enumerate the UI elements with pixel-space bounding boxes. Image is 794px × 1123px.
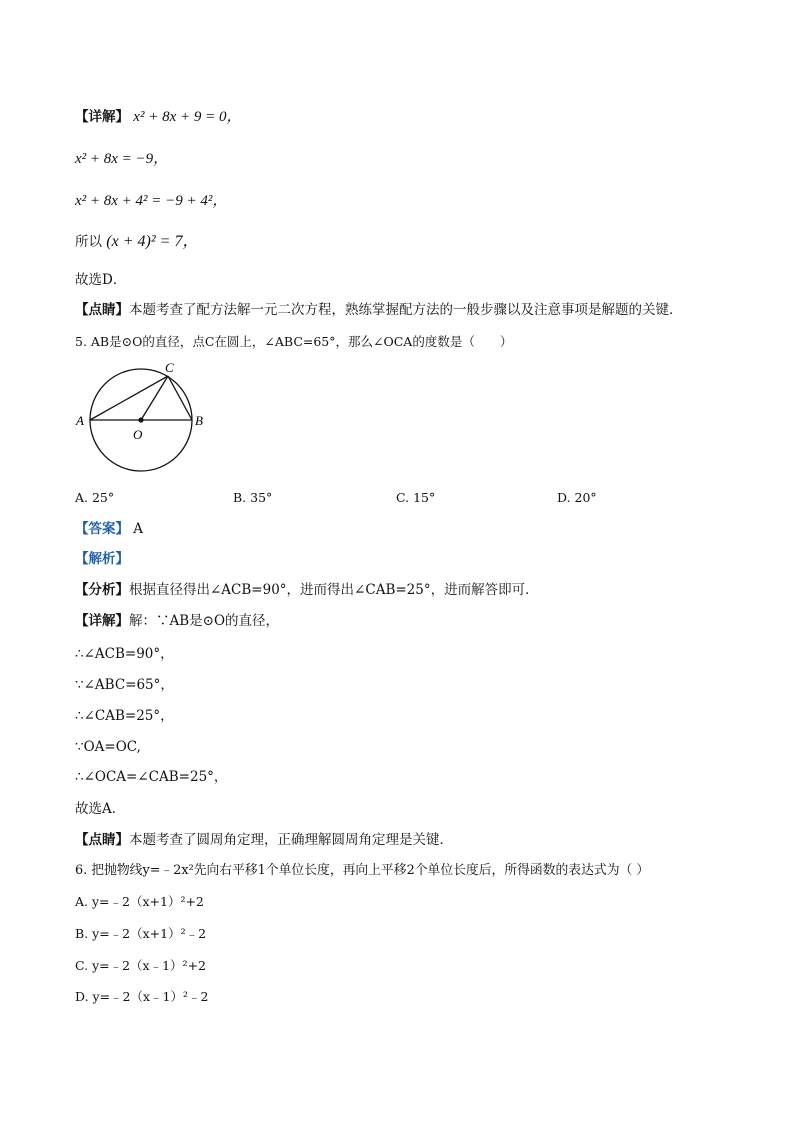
q5-answer-line <box>75 520 143 538</box>
detail-line-4 <box>75 233 198 251</box>
q5-detail-line-2: ∴∠ACB=90°， <box>75 646 174 662</box>
q5-detail-line-1 <box>75 612 279 630</box>
comment-text: 本题考查了配方法解一元二次方程，熟练掌握配方法的一般步骤以及注意事项是解题的关键． <box>129 302 683 318</box>
label-B: B <box>195 413 203 428</box>
detail-line-3 <box>75 192 227 210</box>
q5-detail-line-6: ∴∠OCA=∠CAB=25°， <box>75 769 228 785</box>
q5-detail-line-5: ∵OA=OC, <box>75 739 141 755</box>
chord-AC <box>90 376 168 420</box>
circle-diagram <box>70 360 220 480</box>
q5-option-b: B. 35° <box>233 490 273 505</box>
q6-option-d: D. y=﹣2（x﹣1）²﹣2 <box>75 989 209 1004</box>
q5-detail-text-0: 解：∵AB是⊙O的直径， <box>129 613 280 629</box>
detail-line-2 <box>75 150 168 168</box>
detail-tag: 【详解】 <box>75 109 129 125</box>
center-point-O <box>138 417 143 422</box>
detail-comment-line <box>75 301 683 319</box>
answer-tag: 【答案】 <box>75 521 129 537</box>
equation-step-3: x² + 8x + 4² = −9 + 4²， <box>75 193 228 209</box>
equation-step-2: x² + 8x = −9， <box>75 151 169 167</box>
q5-fenxi-line <box>75 581 539 599</box>
chord-BC <box>168 376 192 420</box>
fenxi-text: 根据直径得出∠ACB=90°，进而得出∠CAB=25°，进而解答即可． <box>129 582 539 598</box>
radius-OC <box>141 376 168 420</box>
q5-option-d: D. 20° <box>557 490 597 505</box>
comment-tag: 【点睛】 <box>75 302 129 318</box>
q6-option-a: A. y=﹣2（x+1）²+2 <box>75 894 204 909</box>
detail-choice: 故选D． <box>75 272 127 288</box>
q5-detail-line-4: ∴∠CAB=25°， <box>75 708 174 724</box>
step4-prefix: 所以 <box>75 234 102 250</box>
q5-option-a: A. 25° <box>75 490 115 505</box>
equation-step-4: (x + 4)² = 7， <box>106 233 199 250</box>
label-O: O <box>133 427 143 442</box>
q5-detail-line-7: 故选A． <box>75 801 126 817</box>
q5-option-c: C. 15° <box>396 490 436 505</box>
q5-stem: 5. AB是⊙O的直径，点C在圆上，∠ABC=65°，那么∠OCA的度数是（ ） <box>75 334 513 349</box>
q5-comment-line <box>75 831 453 849</box>
q5-comment-tag: 【点睛】 <box>75 832 129 848</box>
label-C: C <box>165 360 174 375</box>
fenxi-tag: 【分析】 <box>75 582 129 598</box>
circle-figure <box>70 360 220 484</box>
q6-stem: 6. 把抛物线y=﹣2x²先向右平移1个单位长度，再向上平移2个单位长度后，所得函数的表达式为（ ） <box>75 863 650 878</box>
q6-option-b: B. y=﹣2（x+1）²﹣2 <box>75 926 207 941</box>
analysis-tag: 【解析】 <box>75 551 129 567</box>
q5-detail-line-3: ∵∠ABC=65°， <box>75 677 174 693</box>
equation-step-1: x² + 8x + 9 = 0， <box>133 109 242 125</box>
answer-value: A <box>133 521 144 537</box>
q5-detail-tag: 【详解】 <box>75 613 129 629</box>
q5-comment-text: 本题考查了圆周角定理，正确理解圆周角定理是关键． <box>129 832 453 848</box>
q5-analysis-line <box>75 550 129 568</box>
label-A: A <box>76 413 84 428</box>
q6-option-c: C. y=﹣2（x﹣1）²+2 <box>75 958 206 973</box>
detail-line-1 <box>75 108 241 126</box>
